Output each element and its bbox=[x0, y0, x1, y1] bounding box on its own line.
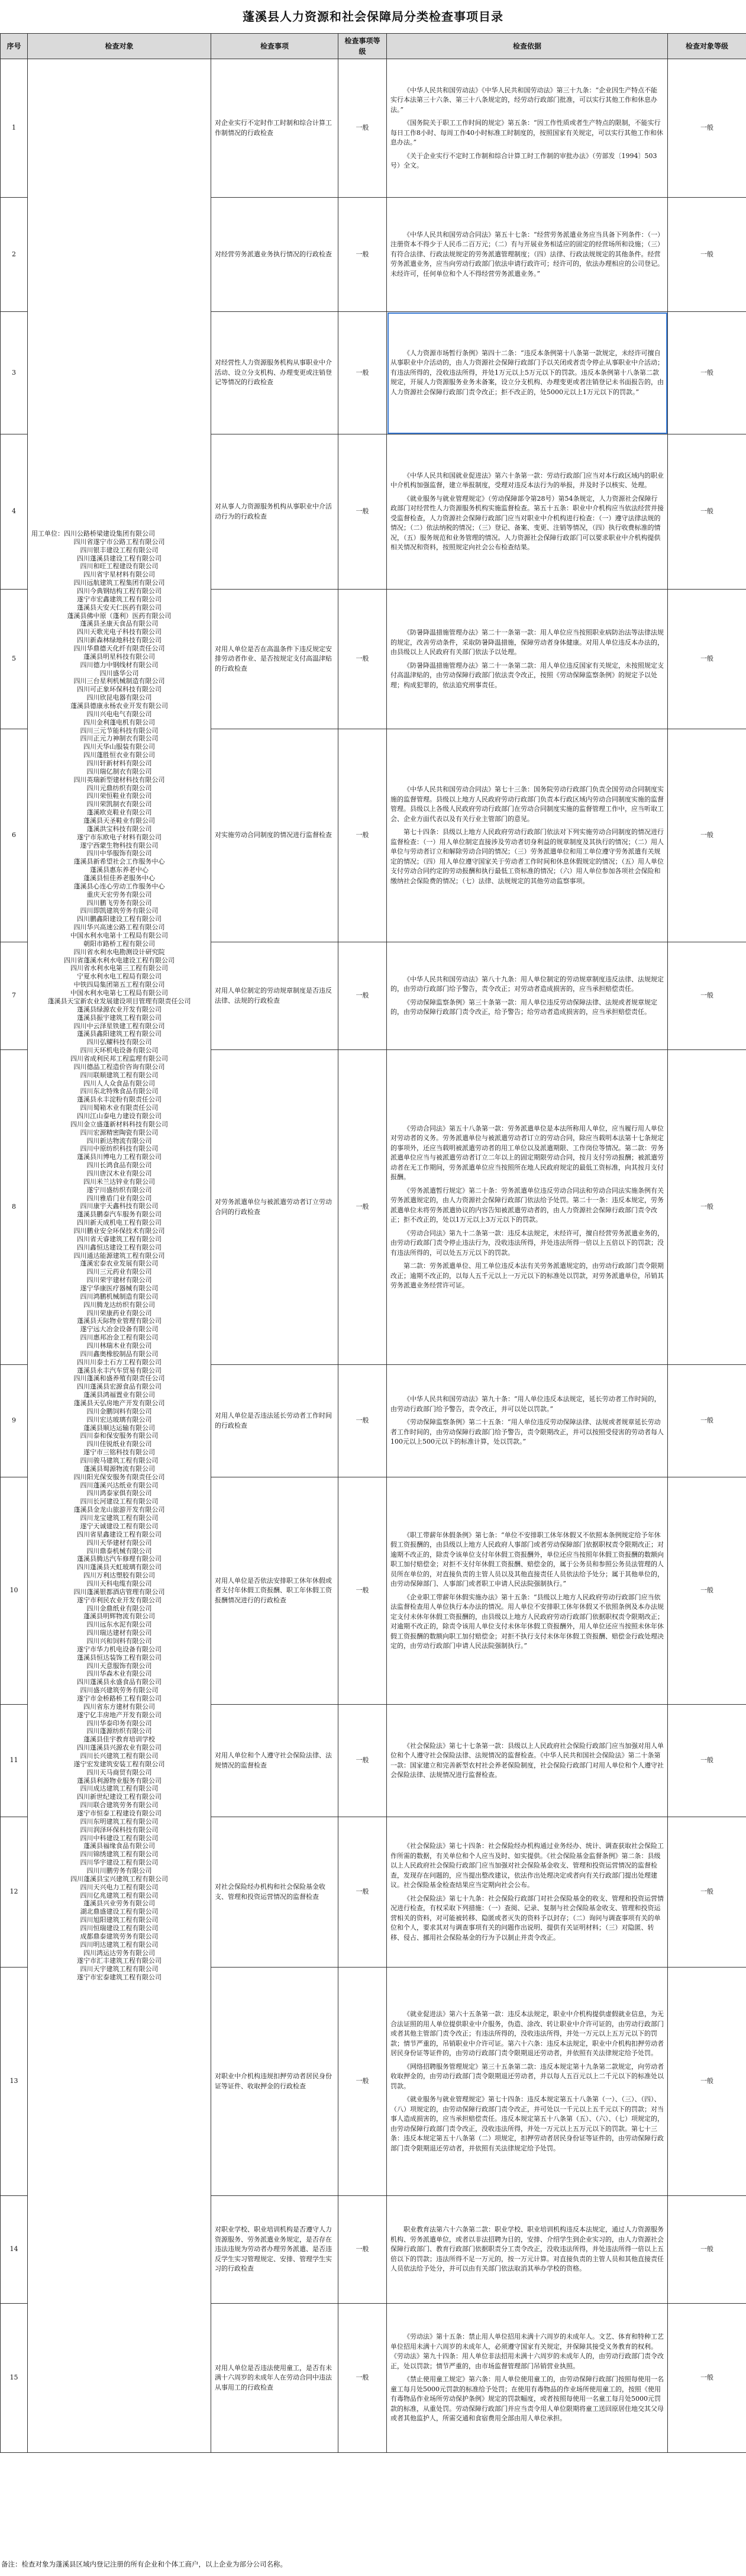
enterprise-name: 蓬溪县振宇建筑工程有限公司 bbox=[77, 1013, 162, 1022]
inspection-item: 对经营劳务派遣业务执行情况的行政检查 bbox=[211, 198, 338, 312]
enterprise-name: 四川华森木业有限公司 bbox=[86, 1670, 152, 1678]
object-grade: 一般 bbox=[668, 729, 746, 942]
enterprise-name: 四川龙宝建筑工程有限公司 bbox=[80, 1514, 159, 1522]
enterprise-name: 四川蓬溪县天虹玻璃有限公司 bbox=[77, 1563, 162, 1572]
enterprise-name: 四川万利达塑胶有限公司 bbox=[83, 1572, 155, 1580]
enterprise-name: 四川荣康药业有限公司 bbox=[86, 1309, 152, 1317]
enterprise-name: 四川鹏鑫阳建设工程有限公司 bbox=[77, 915, 162, 923]
enterprise-name: 四川蓬溪县永盛食品有限公司 bbox=[77, 1678, 162, 1686]
enterprise-name: 四川德晶工程造价咨询有限公司 bbox=[73, 1062, 165, 1071]
enterprise-name: 蓬溪县天安天仁医药有限公司 bbox=[77, 603, 162, 611]
enterprise-name: 蓬溪县明星科技有限公司 bbox=[83, 652, 155, 661]
enterprise-name: 四川可正象环保科技有限公司 bbox=[77, 685, 162, 694]
enterprise-name: 四川远航建筑工程集团有限公司 bbox=[73, 579, 165, 587]
enterprise-name: 四川省东方建材有限公司 bbox=[83, 1702, 155, 1711]
enterprise-name: 四川盛华公司 bbox=[99, 669, 139, 677]
enterprise-name: 四川中原纺织科技有限公司 bbox=[80, 1145, 159, 1153]
basis-paragraph: 《中华人民共和国就业促进法》第六十条第一款：劳动行政部门应当对本行政区域内的职业中介机构加强监督，建立举报制度，受理对违反本法行为的举报，并及时予以核实、处理。 bbox=[390, 471, 664, 489]
row-number: 2 bbox=[1, 198, 28, 312]
table-header-row bbox=[1, 34, 746, 59]
enterprise-name: 四川银丰建设工程有限公司 bbox=[80, 546, 159, 554]
inspection-item: 对经营性人力资源服务机构从事职业中介活动、设立分支机构、办理变更或注销登记等情况的行政检查 bbox=[211, 312, 338, 434]
row-number: 13 bbox=[1, 1968, 28, 2196]
item-grade: 一般 bbox=[338, 198, 387, 312]
enterprise-name: 四川蓬溪县兴源农业有限公司 bbox=[77, 1744, 162, 1752]
enterprise-name: 蓬溪县川博电力工程有限公司 bbox=[77, 1153, 162, 1161]
enterprise-name: 四川恒瑞建设工程有限公司 bbox=[80, 1924, 159, 1933]
enterprise-name: 遂宁市三铭科技有限公司 bbox=[83, 1448, 155, 1457]
enterprise-name: 四川成达建筑工程有限公司 bbox=[80, 1785, 159, 1793]
table-row bbox=[1, 59, 746, 198]
object-grade: 一般 bbox=[668, 1050, 746, 1365]
enterprise-name: 四川瑞达建材有限公司 bbox=[86, 1629, 152, 1637]
enterprise-name: 四川人人众食品有限公司 bbox=[83, 1079, 155, 1087]
enterprise-name: 四川华宇建设工程有限公司 bbox=[80, 1859, 159, 1867]
enterprise-name: 四川泰和保安服务有限公司 bbox=[80, 1432, 159, 1440]
enterprise-name: 蓬溪县心连心劳动工作服务中心 bbox=[73, 882, 165, 890]
item-grade: 一般 bbox=[338, 1050, 387, 1365]
basis-paragraph: 《劳动合同法》第九十二条第一款：违反本法规定，未经许可，擅自经营劳务派遣业务的，由劳动行政部门责令停止违法行为，没收违法所得，并处违法所得一倍以上五倍以下的罚款；没有违法所得的，可以处五万元以下的罚款。 bbox=[390, 1229, 664, 1257]
enterprise-name: 四川川鹏劳务有限公司 bbox=[86, 1867, 152, 1875]
enterprise-name: 四川兴电电气有限公司 bbox=[86, 710, 152, 718]
basis-paragraph: 《禁止使用童工规定》第六条：用人单位使用童工的，由劳动保障行政部门按照每使用一名童工每月处5000元罚款的标准给予处罚；在使用有毒物品的作业场所使用童工的，按照《使用有毒物品作业场所劳动保护条例》规定的罚款幅度，或者按照每使用一名童工每月处5000元罚款的标准，从重处罚。劳动保障行政部门并应当责令用人单位限期将童工送回原居住地交其父母或者其他监护人，所需交通和食宿费用全部由用人单位承担。 bbox=[390, 2375, 664, 2423]
header-object: 检查对象 bbox=[28, 34, 211, 59]
enterprise-name: 重庆天宏劳务有限公司 bbox=[86, 890, 152, 899]
enterprise-name: 四川即凯建筑劳务有限公司 bbox=[80, 907, 159, 915]
enterprise-name: 蓬溪欧克鞋业有限公司 bbox=[86, 809, 152, 817]
enterprise-name: 四川长兴建筑工程有限公司 bbox=[80, 1751, 159, 1760]
item-grade: 一般 bbox=[338, 312, 387, 434]
enterprise-name: 蓬溪县恒达装饰工程有限公司 bbox=[77, 1653, 162, 1661]
inspection-item: 对劳务派遣单位与被派遣劳动者订立劳动合同的行政检查 bbox=[211, 1050, 338, 1365]
enterprise-name: 四川宏达玻璃有限公司 bbox=[86, 1415, 152, 1424]
enterprise-name: 四川今典钢结构工程有限公司 bbox=[77, 587, 162, 595]
enterprise-name: 蓬溪县腾达汽车修理有限公司 bbox=[77, 1555, 162, 1563]
enterprise-name: 四川江山泰电力建设有限公司 bbox=[77, 1112, 162, 1120]
object-grade: 一般 bbox=[668, 590, 746, 729]
enterprise-name: 四川荣宇建材有限公司 bbox=[86, 1276, 152, 1284]
inspection-item: 对职业学校、职业培训机构是否遵守人力资源服务、劳务派遣业务规定，是否存在违法违规为劳动者办理劳务派遣、是否违反学生实习管理规定、安排、管理学生实习的行政检查 bbox=[211, 2196, 338, 2304]
enterprise-name: 遂宁川盛纺织有限公司 bbox=[86, 1186, 152, 1194]
inspection-item: 对用人单位是否违法使用童工，是否有未满十六周岁的未成年人在劳动合同中违法从事用工的行政检查 bbox=[211, 2304, 338, 2453]
enterprise-name: 四川蜀箱木业有限责任公司 bbox=[80, 1104, 159, 1112]
inspection-item: 对实施劳动合同制度的情况进行监督检查 bbox=[211, 729, 338, 942]
inspection-basis bbox=[387, 198, 668, 312]
enterprise-name: 四川天意服饰有限公司 bbox=[86, 1661, 152, 1670]
inspection-basis bbox=[387, 59, 668, 198]
enterprise-name: 四川鑫奥橡胶制品有限公司 bbox=[80, 1350, 159, 1358]
enterprise-name: 蓬溪宏泰农业发展有限公司 bbox=[80, 1260, 159, 1268]
enterprise-name: 遂宁市金桥路桥工程有限公司 bbox=[77, 1694, 162, 1702]
item-grade: 一般 bbox=[338, 729, 387, 942]
basis-paragraph: 《职工带薪年休假条例》第七条：“单位不安排职工休年休假又不依照本条例规定给予年休假工资报酬的，由县级以上地方人民政府人事部门或者劳动保障部门依据职权责令限期改正；对逾期不改正的，除责令该单位支付年休假工资报酬外，单位还应当按照年休假工资报酬的数额向职工加付赔偿金；对拒不支付年休假工资报酬、赔偿金的，属于公务员和参照公务员法管理的人员所在单位的，对直接负责的主管人员以及其他直接责任人员依法给予处分；属于其他单位的，由劳动保障部门、人事部门或者职工申请人民法院强制执行。” bbox=[390, 1531, 664, 1588]
inspection-basis bbox=[387, 1365, 668, 1477]
object-grade: 一般 bbox=[668, 1817, 746, 1968]
enterprise-name: 四川中华服饰有限公司 bbox=[86, 849, 152, 858]
basis-paragraph: 《劳动合同法》第五十八条第一款：劳务派遣单位是本法所称用人单位，应当履行用人单位对劳动者的义务。劳务派遣单位与被派遣劳动者订立的劳动合同，除应当载明本法第十七条规定的事项外，还应当载明被派遣劳动者的用工单位以及派遣期限、工作岗位等情况。第二款：劳务派遣单位应当与被派遣劳动者订立二年以上的固定期限劳动合同，按月支付劳动报酬；被派遣劳动者在无工作期间，劳务派遣单位应当按照所在地人民政府规定的最低工资标准，向其按月支付报酬。 bbox=[390, 1124, 664, 1181]
inspection-basis bbox=[387, 1477, 668, 1705]
basis-paragraph: 《劳动法》第十五条：禁止用人单位招用未满十六周岁的未成年人。文艺、体育和特种工艺单位招用未满十六周岁的未成年人，必须遵守国家有关规定，并保障其接受义务教育的权利。《劳动法》第九十四条：用人单位非法招用未满十六周岁的未成年人的，由劳动行政部门责令改正，处以罚款；情节严重的，由市场监督管理部门吊销营业执照。 bbox=[390, 2333, 664, 2370]
enterprise-name: 遂宁市宏鑫建筑工程有限公司 bbox=[77, 595, 162, 603]
enterprise-name: 四川亿兆建筑工程有限公司 bbox=[80, 1891, 159, 1899]
enterprise-name: 蓬溪县佛中原（蓬利）医药有限公司 bbox=[67, 611, 172, 620]
enterprise-name: 朝阳市路桥工程有限公司 bbox=[83, 939, 155, 948]
enterprise-name: 四川长鸿食品有限公司 bbox=[86, 1161, 152, 1170]
enterprise-name: 四川省成利民邦工程监理有限公司 bbox=[70, 1054, 168, 1062]
enterprise-name: 四川德力中钢线材有限公司 bbox=[80, 661, 159, 669]
enterprise-name: 遂宁亿丰房地产开发有限公司 bbox=[77, 1711, 162, 1719]
object-grade: 一般 bbox=[668, 312, 746, 434]
enterprise-name: 四川瑞亿制衣有限公司 bbox=[86, 767, 152, 775]
enterprise-name: 遂宁市汇丰建筑工程有限公司 bbox=[77, 1957, 162, 1965]
enterprise-name: 四川天马商贸有限公司 bbox=[86, 1768, 152, 1776]
row-number: 9 bbox=[1, 1365, 28, 1477]
row-number: 1 bbox=[1, 59, 28, 198]
enterprise-name: 四川省水利水电第三工程有限公司 bbox=[70, 964, 168, 973]
inspection-item: 对用人单位是否在高温条件下违反规定安排劳动者作业、是否按规定支付高温津贴的行政检查 bbox=[211, 590, 338, 729]
inspection-basis bbox=[387, 434, 668, 590]
header-basis: 检查依据 bbox=[387, 34, 668, 59]
inspection-basis bbox=[387, 1968, 668, 2196]
enterprise-name: 蓬溪县鑫阳建筑工程有限公司 bbox=[77, 1030, 162, 1038]
enterprise-name: 四川正元力神制衣有限公司 bbox=[80, 735, 159, 743]
inspection-basis bbox=[387, 2304, 668, 2453]
inspection-basis bbox=[387, 2196, 668, 2304]
enterprise-name: 四川骏马建筑工程有限公司 bbox=[80, 1457, 159, 1465]
object-grade: 一般 bbox=[668, 2304, 746, 2453]
row-number: 10 bbox=[1, 1477, 28, 1705]
basis-paragraph: 第七十四条：县级以上地方人民政府劳动行政部门依法对下列实施劳动合同制度的情况进行监督检查：（一）用人单位制定直接涉及劳动者切身利益的规章制度及其执行的情况；（二）用人单位与劳动者订立和解除劳动合同的情况；（三）劳务派遣单位和用工单位遵守劳务派遣有关规定的情况；（四）用人单位遵守国家关于劳动者工作时间和休息休假规定的情况；（五）用人单位支付劳动合同约定的劳动报酬和执行最低工资标准的情况；（六）用人单位参加各项社会保险和缴纳社会保险费的情况；（七）法律、法规规定的其他劳动监察事项。 bbox=[390, 828, 664, 885]
enterprise-name: 四川鼎泰机械有限公司 bbox=[86, 1547, 152, 1555]
object-grade: 一般 bbox=[668, 198, 746, 312]
enterprise-name: 四川惠邦冶金工程有限公司 bbox=[80, 1334, 159, 1342]
basis-paragraph: 《就业促进法》第六十五条第一款：违反本法规定，职业中介机构提供虚假就业信息，为无合法证照的用人单位提供职业中介服务，伪造、涂改、转让职业中介许可证的，由劳动行政部门或者其他主管部门责令改正；有违法所得的，没收违法所得，并处一万元以上五万元以下的罚款；情节严重的，吊销职业中介许可证。第六十六条：违反本法规定，职业中介机构扣押劳动者居民身份证等证件的，由劳动行政部门责令限期退还劳动者，并依照有关法律规定给予处罚。 bbox=[390, 2010, 664, 2057]
inspection-basis bbox=[387, 312, 668, 434]
basis-paragraph: 《社会保险法》第七十七条第一款：县级以上人民政府社会保险行政部门应当加强对用人单位和个人遵守社会保险法律、法规情况的监督检查。《中华人民共和国社会保险法》第二十条第一款：国家建立和完善新型农村社会养老保险制度，社会保险行政部门对用人单位和个人遵守社会保险法律、法规情况进行监督检查。 bbox=[390, 1741, 664, 1779]
inspection-item: 对企业实行不定时作工时制和综合计算工作制情况的行政检查 bbox=[211, 59, 338, 198]
enterprise-name: 四川轩新材料有限公司 bbox=[86, 759, 152, 767]
enterprise-name: 四川蓬溪银都酒店管理有限公司 bbox=[73, 1588, 165, 1596]
item-grade: 一般 bbox=[338, 1477, 387, 1705]
enterprise-name: 四川明达建筑工程有限公司 bbox=[80, 1940, 159, 1949]
enterprise-name: 四川东明建筑工程有限公司 bbox=[80, 1817, 159, 1825]
enterprise-name: 四川荣凯制衣有限公司 bbox=[86, 800, 152, 809]
enterprise-name: 四川欣昆电器有限公司 bbox=[86, 694, 152, 702]
enterprise-name: 四川和旺工程建设有限公司 bbox=[80, 562, 159, 571]
header-item-grade: 检查事项等级 bbox=[338, 34, 387, 59]
enterprise-name: 四川元鼎纺织有限公司 bbox=[86, 784, 152, 792]
row-number: 14 bbox=[1, 2196, 28, 2304]
enterprise-name: 四川华兴高速公路工程有限公司 bbox=[73, 923, 165, 932]
enterprise-name: 湖北鼎盛建设工程有限公司 bbox=[80, 1908, 159, 1916]
inspection-basis bbox=[387, 1050, 668, 1365]
enterprise-name: 遂宁市华力机电设备有限公司 bbox=[77, 1645, 162, 1653]
enterprise-name: 四川宏源精密陶瓷有限公司 bbox=[80, 1128, 159, 1136]
enterprise-name: 四川林瑞木业有限公司 bbox=[86, 1342, 152, 1350]
item-grade: 一般 bbox=[338, 2196, 387, 2304]
inspection-table bbox=[0, 33, 746, 2453]
basis-paragraph: 《关于企业实行不定时工作制和综合计算工时工作制的审批办法》（劳部发〔1994〕503号）全文。 bbox=[390, 152, 657, 169]
enterprise-name: 四川新森林绿地科技有限公司 bbox=[77, 636, 162, 645]
enterprise-name: 四川通达能源建筑工程有限公司 bbox=[73, 1251, 165, 1260]
inspection-item: 对用人单位制定的劳动规章制度是否违反法律、法规的行政检查 bbox=[211, 942, 338, 1050]
enterprise-name: 四川鸿运达劳务有限公司 bbox=[83, 1949, 155, 1957]
enterprise-name: 四川鹏飞劳务有限公司 bbox=[86, 899, 152, 907]
enterprise-name: 四川联顺建筑工程有限公司 bbox=[80, 1071, 159, 1079]
enterprise-name: 四川锦绣建筑工程有限公司 bbox=[80, 1850, 159, 1859]
enterprise-name: 四川三元节能科技有限公司 bbox=[80, 726, 159, 735]
inspection-basis bbox=[387, 590, 668, 729]
basis-paragraph: 职业教育法第六十六条第二款：职业学校、职业培训机构违反本法规定，通过人力资源服务机构、劳务派遣单位，或者以非法招聘为目的，安排、介绍学生到企业实习的，由人力资源社会保障行政部门、教育行政部门依据职责分工责令改正，没收违法所得，并处违法所得一倍以上五倍以下的罚款；违法所得不足一万元的，按一万元计算。对直接负责的主管人员和其他直接责任人员依法给予处分，并可以由有关部门依法取消其举办学校的资格。 bbox=[390, 2226, 664, 2273]
inspection-item: 对用人单位和个人遵守社会保险法律、法规情况的监督检查 bbox=[211, 1705, 338, 1817]
enterprise-name: 蓬溪县德康永杨农业开发有限公司 bbox=[70, 701, 168, 710]
item-grade: 一般 bbox=[338, 1705, 387, 1817]
enterprise-name: 四川蓬溪县宏源食品有限公司 bbox=[77, 1383, 162, 1391]
enterprise-name: 四川米兰达锌业有限公司 bbox=[83, 1177, 155, 1186]
enterprise-name: 四川省星鑫建设工程有限公司 bbox=[77, 1530, 162, 1538]
inspection-basis bbox=[387, 942, 668, 1050]
enterprise-name: 蓬溪县鹏泰汽车服务有限公司 bbox=[77, 1210, 162, 1219]
basis-paragraph: 《就业服务与就业管理规定》（劳动保障部令第28号）第54条规定，人力资源社会保障行政部门对经营性人力资源服务机构实施监督检查。第五十五条：职业中介机构应当依法经营并接受监督检查，人力资源社会保障行政部门应当对职业中介机构进行检查：（一）遵守法律法规的情况；（二）依法纳税的情况；（三）登记、备案、变更、注销等情况，（四）执行收费标准的情况，（五）服务规范和业务管理的情况。人力资源社会保障行政部门可以要求职业中介机构提供相关情况和资料，按照规定向社会公布检查结果。 bbox=[390, 494, 664, 551]
enterprise-name: 蓬溪县天际物业管理有限公司 bbox=[77, 1317, 162, 1325]
object-grade: 一般 bbox=[668, 1477, 746, 1705]
enterprise-name: 用工单位：四川公路桥梁建设集团有限公司 bbox=[31, 529, 155, 537]
enterprise-name: 遂宁华康医疗器械有限公司 bbox=[80, 1284, 159, 1292]
row-number: 4 bbox=[1, 434, 28, 590]
enterprise-name: 四川金鼎纸业有限公司 bbox=[86, 1604, 152, 1612]
enterprise-name: 四川中云泽星铁建工程有限公司 bbox=[73, 1022, 165, 1030]
enterprise-name: 四川唐汉木业有限公司 bbox=[86, 1169, 152, 1177]
enterprise-name: 中国水利水电第七工程局有限公司 bbox=[70, 989, 168, 997]
item-grade: 一般 bbox=[338, 2304, 387, 2453]
enterprise-name: 四川英瑞新型建材科技有限公司 bbox=[73, 775, 165, 784]
enterprise-name: 四川盛兴建筑劳务有限公司 bbox=[80, 1686, 159, 1695]
enterprise-name: 四川天歌光电子科技有限公司 bbox=[77, 628, 162, 636]
object-grade: 一般 bbox=[668, 1365, 746, 1477]
enterprise-name: 四川雅盾门业有限公司 bbox=[86, 1194, 152, 1202]
basis-paragraph: 《中华人民共和国劳动法》《中华人民共和国劳动法》第三十九条：“企业因生产特点不能实行本法第三十六条、第三十八条规定的，经劳动行政部门批准，可以实行其他工作和休息办法。” bbox=[390, 86, 658, 114]
enterprise-name: 四川天环机电设备有限公司 bbox=[80, 1046, 159, 1055]
basis-paragraph: 《劳动保障监察条例》第二十五条：“用人单位违反劳动保障法律、法规或者规章延长劳动者工作时间的，由劳动保障行政部门给予警告，责令限期改正，并可以按照受侵害的劳动者每人100元以上500元以下的标准计算，处以罚款。” bbox=[390, 1418, 664, 1446]
enterprise-name: 蓬溪县兴业劳务有限公司 bbox=[83, 1899, 155, 1908]
basis-paragraph: 《中华人民共和国劳动合同法》第七十三条：国务院劳动行政部门负责全国劳动合同制度实施的监督管理。县级以上地方人民政府劳动行政部门负责本行政区域内劳动合同制度实施的监督管理。县级以上各级人民政府劳动行政部门在劳动合同制度实施的监督管理工作中，应当听取工会、企业方面代表以及有关行业主管部门的意见。 bbox=[390, 785, 664, 823]
inspection-item: 对从事人力资源服务机构从事职业中介活动行为的行政检查 bbox=[211, 434, 338, 590]
basis-paragraph: 《国务院关于职工工作时间的规定》第五条：“因工作性质或者生产特点的限制，不能实行每日工作8小时、每周工作40小时标准工时制度的，按照国家有关规定，可以实行其他工作和休息办法。” bbox=[390, 119, 663, 146]
enterprise-name: 蓬溪县圣康天食品有限公司 bbox=[80, 620, 159, 628]
enterprise-name: 蓬溪县永丰淀粉有限责任公司 bbox=[77, 1096, 162, 1104]
object-grade: 一般 bbox=[668, 59, 746, 198]
enterprise-name: 四川天科电缆有限公司 bbox=[86, 1579, 152, 1588]
enterprise-name: 中铁四局集团第五工程有限公司 bbox=[73, 981, 165, 989]
basis-paragraph: 《防暑降温措施管理办法》第二十一条第二款：用人单位违反国家有关规定，未按照规定支付高温津贴的，由劳动保障行政部门依法责令改正，按照《劳动保障监察条例》的规定予以处理；构成犯罪的，依法追究刑事责任。 bbox=[390, 661, 664, 689]
enterprise-name: 蓬溪县利源物业服务有限公司 bbox=[77, 1776, 162, 1785]
header-object-grade: 检查对象等级 bbox=[668, 34, 746, 59]
basis-paragraph: 《劳务派遣暂行规定》第二十条：劳务派遣单位违反劳动合同法和劳动合同法实施条例有关劳务派遣规定的，由人力资源社会保障行政部门依法给予处罚。第二十一条：违反本规定，劳务派遣单位未将劳务派遣协议的内容告知被派遣劳动者的，由人力资源社会保障行政部门责令改正；拒不改正的，处以1万元以上3万元以下的罚款。 bbox=[390, 1186, 664, 1223]
inspection-item: 对职业中介机构违规扣押劳动者居民身份证等证件、收取押金的行政检查 bbox=[211, 1968, 338, 2196]
inspection-item: 对社会保险经办机构和社会保险基金收支、管理和投资运营情况的监督检查 bbox=[211, 1817, 338, 1968]
enterprise-name: 四川鸿鹏机械制造有限公司 bbox=[80, 1292, 159, 1300]
enterprise-name: 四川天宇建筑工程有限公司 bbox=[80, 1965, 159, 1973]
enterprise-name: 四川新达物流有限公司 bbox=[86, 1136, 152, 1145]
enterprise-name: 蓬溪县恒佳养老服务中心 bbox=[83, 874, 155, 883]
enterprise-name: 四川旭阳建筑工程有限公司 bbox=[80, 1916, 159, 1924]
enterprise-name: 蓬溪县绿源农业开发有限公司 bbox=[77, 1005, 162, 1013]
enterprise-name: 四川蓬源纺织有限公司 bbox=[86, 1727, 152, 1735]
enterprise-name: 四川蓬溪兴达纸业有限公司 bbox=[80, 1481, 159, 1489]
enterprise-name: 四川新世纪建设工程有限公司 bbox=[77, 1793, 162, 1801]
row-number: 5 bbox=[1, 590, 28, 729]
footnote: 备注：检查对象为蓬溪县区域内登记注册的所有企业和个体工商户，以上企业为部分公司名称。 bbox=[1, 2560, 287, 2568]
inspection-basis bbox=[387, 729, 668, 942]
enterprise-name: 四川省遂宁市公路工程有限公司 bbox=[73, 537, 165, 546]
enterprise-name: 四川蓬胜恒衣业有限公司 bbox=[83, 751, 155, 759]
enterprise-name: 蓬溪县新希望社会工作服务中心 bbox=[73, 858, 165, 866]
enterprise-name: 遂宁市宏泰建筑工程有限公司 bbox=[77, 1973, 162, 1982]
enterprise-name: 遂宁市恒泰工程建设有限公司 bbox=[77, 1809, 162, 1817]
basis-paragraph: 《社会保险法》第七十九条：社会保险行政部门对社会保险基金的收支、管理和投资运营情况进行检查，有权采取下列措施：（一）查阅、记录、复制与社会保险基金收支、管理和投资运营相关的资料，对可能被转移、隐匿或者灭失的资料予以封存；（二）询问与调查事项有关的单位和个人，要求其对与调查事项有关的问题作出说明、提供有关证明材料；（三）对隐匿、转移、侵占、挪用社会保险基金的行为予以制止并责令改正。 bbox=[390, 1894, 664, 1941]
enterprise-name: 宁夏水利水电工程局有限公司 bbox=[77, 973, 162, 981]
enterprise-name: 遂宁西蒙生物科技有限公司 bbox=[80, 841, 159, 849]
enterprise-name: 蓬溪县天宝新农业发展建设项目管理有限责任公司 bbox=[47, 997, 191, 1005]
enterprise-name: 四川荣恒鞋业有限公司 bbox=[86, 792, 152, 800]
enterprise-name: 遂宁宏发建筑安装工程有限公司 bbox=[73, 1760, 165, 1768]
enterprise-name: 四川天兴电力工程有限公司 bbox=[80, 1883, 159, 1891]
inspection-basis bbox=[387, 1705, 668, 1817]
enterprise-name: 遂宁市东欧电子材料有限公司 bbox=[77, 833, 162, 841]
enterprise-name: 蓬溪县惠东养老中心 bbox=[90, 866, 148, 874]
enterprise-name: 四川金利蓬电机有限公司 bbox=[83, 718, 155, 726]
enterprise-name: 蓬溪县天弘房地产开发有限公司 bbox=[73, 1399, 165, 1408]
enterprise-name: 四川联合建筑劳务有限公司 bbox=[80, 1801, 159, 1809]
basis-paragraph: 《防暑降温措施管理办法》第二十一条第一款：用人单位应当按照职业病防治法等法律法规的规定，改善劳动条件，采取防暑降温措施，保障劳动者身体健康。对用人单位违反本办法的，由县级以上人民政府有关部门依法予以处理。 bbox=[390, 629, 664, 656]
enterprise-name: 蓬溪县顺达运输有限公司 bbox=[83, 1424, 155, 1432]
inspection-basis bbox=[387, 1817, 668, 1968]
enterprise-name: 四川润泽环保科技有限公司 bbox=[80, 1825, 159, 1834]
basis-paragraph: 《就业服务与就业管理规定》第七十四条：违反本规定第五十八条第（一）、（三）、（四）、（八）项规定的，由劳动保障行政部门责令改正，并可处以一千元以上五千元以下的罚款；对当事人造成损害的，应当承担赔偿责任。违反本规定第五十八条第（五）、（六）、（七）项规定的，由劳动保障行政部门责令改正，没收违法所得，并处一万元以上五万元以下的罚款。第七十三条：违反本规定第五十八条第（二）项规定，扣押劳动者居民身份证等证件的，由劳动保障行政部门责令限期退还劳动者，并依照有关法律规定给予处罚。 bbox=[390, 2095, 664, 2152]
enterprise-name: 四川鹏业安全环保技术有限公司 bbox=[73, 1226, 165, 1235]
enterprise-name: 四川远东水泥有限公司 bbox=[86, 1621, 152, 1629]
item-grade: 一般 bbox=[338, 590, 387, 729]
item-grade: 一般 bbox=[338, 1365, 387, 1477]
enterprise-name: 蓬溪县金龙山旅游开发有限公司 bbox=[73, 1506, 165, 1514]
basis-paragraph: 第二款：劳务派遣单位、用工单位违反本法有关劳务派遣规定的，由劳动行政部门责令限期改正；逾期不改正的，以每人五千元以上一万元以下的标准处以罚款，对劳务派遣单位，吊销其劳务派遣业务经营许可证。 bbox=[390, 1262, 664, 1289]
enterprise-name: 四川三元药业有限公司 bbox=[86, 1268, 152, 1276]
object-grade: 一般 bbox=[668, 2196, 746, 2304]
enterprise-name: 四川省蓬溪水利水电建设工程有限公司 bbox=[64, 956, 175, 964]
row-number: 7 bbox=[1, 942, 28, 1050]
enterprise-name: 蓬溪县天圣鞋业有限公司 bbox=[83, 817, 155, 825]
row-number: 6 bbox=[1, 729, 28, 942]
row-number: 11 bbox=[1, 1705, 28, 1817]
enterprise-name: 蓬溪县佳宇教育培训学校 bbox=[83, 1735, 155, 1744]
enterprise-name: 四川长河建设工程有限公司 bbox=[80, 1498, 159, 1506]
object-grade: 一般 bbox=[668, 1968, 746, 2196]
header-item: 检查事项 bbox=[211, 34, 338, 59]
enterprise-name: 四川康宇天鑫科技有限公司 bbox=[80, 1202, 159, 1210]
row-number: 15 bbox=[1, 2304, 28, 2453]
enterprise-name: 蓬溪洪宝科技有限公司 bbox=[86, 825, 152, 833]
basis-paragraph: 《中华人民共和国劳动法》第八十九条：用人单位制定的劳动规章制度违反法律、法规规定的，由劳动行政部门给予警告，责令改正；对劳动者造成损害的，应当承担赔偿责任。 bbox=[390, 975, 664, 993]
enterprise-name: 四川天华建材有限公司 bbox=[86, 1538, 152, 1547]
enterprise-name: 四川华鼎德天化纤有限责任公司 bbox=[73, 644, 165, 652]
enterprise-name: 四川蓬溪县建设工程有限公司 bbox=[77, 554, 162, 562]
enterprise-name: 蓬溪县蜀源物流有限公司 bbox=[83, 1464, 155, 1473]
enterprise-name: 四川阳光保安服务有限责任公司 bbox=[73, 1473, 165, 1481]
inspection-objects-list bbox=[28, 59, 211, 2453]
enterprise-name: 四川鸿泰家俱有限公司 bbox=[86, 1489, 152, 1498]
enterprise-name: 四川省水利水电勘测设计研究院 bbox=[73, 948, 165, 956]
enterprise-name: 四川佳锐纸业有限公司 bbox=[86, 1440, 152, 1448]
enterprise-name: 四川省天睿建筑工程有限公司 bbox=[77, 1235, 162, 1243]
enterprise-name: 四川东北特殊食品有限公司 bbox=[80, 1087, 159, 1096]
enterprise-name: 遂宁远大冶金设备有限公司 bbox=[80, 1325, 159, 1334]
enterprise-name: 蓬溪县明辉物流有限公司 bbox=[83, 1612, 155, 1621]
object-grade: 一般 bbox=[668, 942, 746, 1050]
enterprise-name: 蓬溪县永丰汽车贸易有限公司 bbox=[77, 1366, 162, 1374]
item-grade: 一般 bbox=[338, 434, 387, 590]
enterprise-name: 四川腾龙达纺织有限公司 bbox=[83, 1300, 155, 1309]
row-number: 8 bbox=[1, 1050, 28, 1365]
basis-paragraph: 《企业职工带薪年休假实施办法》第十五条：“县级以上地方人民政府劳动行政部门应当依法监督检查用人单位执行本办法的情况。用人单位不安排职工休年休假又不依照条例及本办法规定支付未休年休假工资报酬的，由县级以上地方人民政府劳动行政部门依据职权责令限期改正；对逾期不改正的，除责令该用人单位支付未休年休假工资报酬外，用人单位还应当按照未休年休假工资报酬的数额向职工加付赔偿金；对拒不执行支付未休年休假工资报酬、赔偿金行政处理决定的，由劳动行政部门申请人民法院强制执行。” bbox=[390, 1593, 664, 1650]
enterprise-name: 四川蓬溪和盛养殖有限责任公司 bbox=[73, 1374, 165, 1383]
basis-paragraph: 《中华人民共和国劳动法》第九十条：“用人单位违反本法规定，延长劳动者工作时间的，由劳动行政部门给予警告，责令改正，并可以处以罚款。” bbox=[390, 1395, 661, 1413]
document-title: 蓬溪县人力资源和社会保障局分类检查事项目录 bbox=[243, 9, 503, 24]
item-grade: 一般 bbox=[338, 1968, 387, 2196]
object-grade: 一般 bbox=[668, 1705, 746, 1817]
enterprise-name: 蓬溪县福缘食品有限公司 bbox=[83, 1842, 155, 1850]
enterprise-name: 四川天华山服装有限公司 bbox=[83, 743, 155, 751]
row-number: 12 bbox=[1, 1817, 28, 1968]
enterprise-name: 四川华泰印务有限公司 bbox=[86, 1719, 152, 1727]
basis-paragraph: 《网络招聘服务管理规定》第三十五条第二款：违反本规定第十九条第二款规定，向劳动者收取押金的，由劳动行政部门责令限期退还劳动者，并以每人五百元以上二千元以下的标准处以罚款。 bbox=[390, 2062, 664, 2090]
basis-paragraph: 《劳动保障监察条例》第三十条第一款：用人单位违反劳动保障法律、法规或者规章规定的，由劳动保障行政部门责令改正，给予警告；给劳动者造成损害的，应当承担赔偿责任。 bbox=[390, 998, 657, 1016]
item-grade: 一般 bbox=[338, 1817, 387, 1968]
basis-paragraph: 《中华人民共和国劳动合同法》第五十七条：“经营劳务派遣业务应当具备下列条件：（一）注册资本不得少于人民币二百万元；（二）有与开展业务相适应的固定的经营场所和设施；（三）有符合法律、行政法规规定的劳务派遣管理制度；（四）法律、行政法规规定的其他条件。经营劳务派遣业务，应当向劳动行政部门依法申请行政许可；经许可的，依法办理相应的公司登记。未经许可，任何单位和个人不得经营劳务派遣业务。” bbox=[390, 230, 664, 278]
inspection-item: 对用人单位是否违法延长劳动者工作时间的行政检查 bbox=[211, 1365, 338, 1477]
header-no: 序号 bbox=[1, 34, 28, 59]
item-grade: 一般 bbox=[338, 942, 387, 1050]
enterprise-name: 四川新天成机电工程有限公司 bbox=[77, 1219, 162, 1227]
enterprise-name: 四川蓬溪县宝兴建筑工程有限公司 bbox=[70, 1875, 168, 1883]
enterprise-name: 遂宁市利民农业开发有限公司 bbox=[77, 1596, 162, 1604]
enterprise-name: 四川弘耀科技有限公司 bbox=[86, 1038, 152, 1046]
enterprise-name: 四川金立盛蓬新材料科技有限公司 bbox=[70, 1120, 168, 1128]
enterprise-name: 蓬溪县鸿福置业有限公司 bbox=[83, 1391, 155, 1399]
object-grade: 一般 bbox=[668, 434, 746, 590]
enterprise-name: 四川金鹏饲料有限公司 bbox=[86, 1407, 152, 1415]
item-grade: 一般 bbox=[338, 59, 387, 198]
row-number: 3 bbox=[1, 312, 28, 434]
enterprise-name: 四川川泰土石方工程有限公司 bbox=[77, 1358, 162, 1366]
enterprise-name: 中国水利水电第十工程局有限公司 bbox=[70, 932, 168, 940]
enterprise-name: 四川兴和饲料有限公司 bbox=[86, 1637, 152, 1645]
enterprise-name: 四川鑫恒达建设工程有限公司 bbox=[77, 1243, 162, 1251]
basis-paragraph: 《人力资源市场暂行条例》第四十二条：“违反本条例第十八条第一款规定，未经许可擅自从事职业中介活动的，由人力资源社会保障行政部门予以关闭或者责令停止从事职业中介活动；有违法所得的，没收违法所得，并处1万元以上5万元以下的罚款。违反本条例第十八条第二款规定，开展人力资源服务业务未备案，设立分支机构、办理变更或者注销登记未书面报告的，由人力资源社会保障行政部门责令改正；拒不改正的，处5000元以上1万元以下的罚款。” bbox=[390, 349, 664, 396]
enterprise-name: 遂宁天诚建设工程有限公司 bbox=[80, 1522, 159, 1530]
enterprise-name: 四川三台星利机械制造有限公司 bbox=[73, 677, 165, 685]
table-body bbox=[1, 59, 746, 2453]
inspection-item: 对用人单位是否依法安排职工休年休假或者支付年休假工资报酬、职工年休假工资报酬情况进行的行政检查 bbox=[211, 1477, 338, 1705]
enterprise-name: 成都鼎泰建筑劳务有限公司 bbox=[80, 1932, 159, 1940]
enterprise-name: 四川中科建设工程有限公司 bbox=[80, 1834, 159, 1842]
enterprise-name: 四川省宇星材料有限公司 bbox=[83, 571, 155, 579]
basis-paragraph: 《社会保险法》第七十四条：社会保险经办机构通过业务经办、统计、调查获取社会保险工作所需的数据，有关单位和个人应当及时、如实提供。《社会保险基金监督条例》第二条：县级以上人民政府社会保险行政部门应当加强对社会保险基金收支、管理和投资运营情况的监督检查，发现存在问题的，应当提出整改建议，依法作出处理决定或者向有关行政部门提出处理建议。社会保险基金检查结果应当定期向社会公布。 bbox=[390, 1842, 664, 1889]
